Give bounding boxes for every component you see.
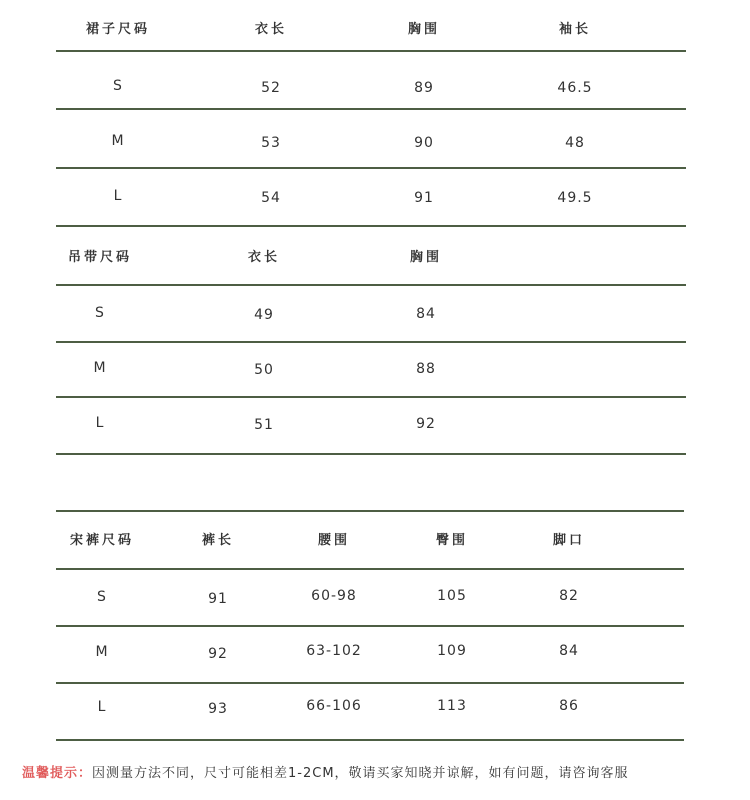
cell-bust: 92 <box>416 416 436 432</box>
cell-length: 53 <box>261 135 281 151</box>
header-size: 裙子尺码 <box>85 22 151 37</box>
cell-length: 51 <box>254 417 274 433</box>
cell-hip: 109 <box>437 643 467 659</box>
cell-leg-opening: 84 <box>559 643 579 659</box>
header-sleeve: 袖长 <box>558 22 592 37</box>
cell-size: M <box>93 360 107 376</box>
header-hip: 臀围 <box>435 533 469 548</box>
cell-length: 93 <box>208 701 228 717</box>
table-divider <box>56 225 686 227</box>
footer-tip-label: 温馨提示： <box>22 766 93 781</box>
header-leg-opening: 脚口 <box>552 533 586 548</box>
cell-waist: 60-98 <box>311 588 357 604</box>
table-divider <box>56 167 686 169</box>
table-divider <box>56 568 684 570</box>
cell-sleeve: 49.5 <box>557 190 593 206</box>
header-length: 裤长 <box>201 533 235 548</box>
cell-waist: 66-106 <box>306 698 362 714</box>
table-divider <box>56 341 686 343</box>
cell-bust: 84 <box>416 306 436 322</box>
cell-length: 91 <box>208 591 228 607</box>
table-divider <box>56 739 684 741</box>
cell-size: S <box>95 305 105 321</box>
cell-leg-opening: 82 <box>559 588 579 604</box>
cell-length: 50 <box>254 362 274 378</box>
cell-size: M <box>111 133 125 149</box>
table-divider <box>56 510 684 512</box>
cell-hip: 113 <box>437 698 467 714</box>
footer-tip-text: 因测量方法不同，尺寸可能相差1-2CM，敬请买家知晓并谅解，如有问题，请咨询客服 <box>92 766 629 781</box>
cell-size: L <box>113 188 123 204</box>
cell-sleeve: 48 <box>565 135 585 151</box>
cell-hip: 105 <box>437 588 467 604</box>
table-divider <box>56 396 686 398</box>
header-waist: 腰围 <box>317 533 351 548</box>
header-length: 衣长 <box>247 250 281 265</box>
header-size: 宋裤尺码 <box>69 533 135 548</box>
header-bust: 胸围 <box>407 22 441 37</box>
table-divider <box>56 284 686 286</box>
cell-size: L <box>95 415 105 431</box>
table-divider <box>56 453 686 455</box>
cell-size: L <box>97 699 107 715</box>
cell-sleeve: 46.5 <box>557 80 593 96</box>
cell-bust: 91 <box>414 190 434 206</box>
header-length: 衣长 <box>254 22 288 37</box>
cell-size: S <box>113 78 123 94</box>
table-divider <box>56 50 686 52</box>
footer-note <box>22 762 629 781</box>
cell-length: 52 <box>261 80 281 96</box>
table-divider <box>56 108 686 110</box>
cell-leg-opening: 86 <box>559 698 579 714</box>
cell-length: 92 <box>208 646 228 662</box>
table-divider <box>56 625 684 627</box>
header-bust: 胸围 <box>409 250 443 265</box>
cell-bust: 89 <box>414 80 434 96</box>
cell-size: S <box>97 589 107 605</box>
cell-length: 54 <box>261 190 281 206</box>
cell-bust: 88 <box>416 361 436 377</box>
cell-bust: 90 <box>414 135 434 151</box>
header-size: 吊带尺码 <box>67 250 133 265</box>
cell-waist: 63-102 <box>306 643 362 659</box>
cell-size: M <box>95 644 109 660</box>
table-divider <box>56 682 684 684</box>
cell-length: 49 <box>254 307 274 323</box>
